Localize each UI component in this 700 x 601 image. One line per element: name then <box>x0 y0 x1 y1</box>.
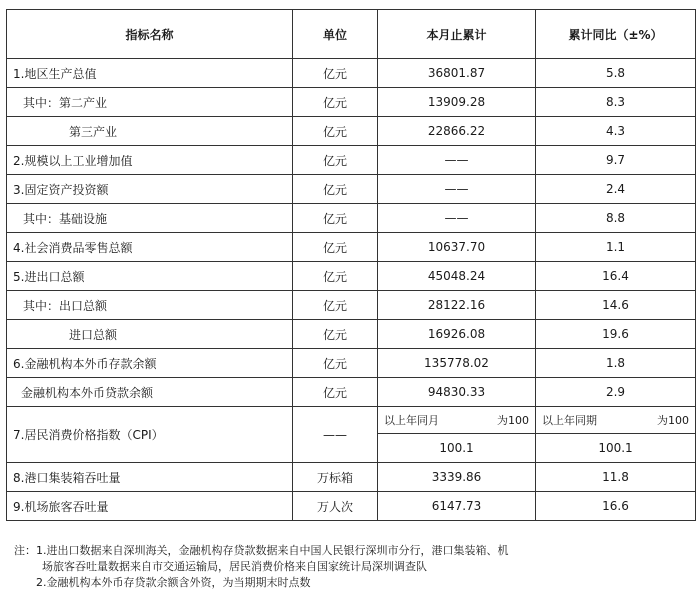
header-cumulative: 本月止累计 <box>378 10 536 59</box>
row-yoy: 2.9 <box>536 378 696 407</box>
row-unit: —— <box>293 407 378 463</box>
row-value: 94830.33 <box>378 378 536 407</box>
row-value: 16926.08 <box>378 320 536 349</box>
table-row <box>7 146 696 175</box>
row-unit: 亿元 <box>293 349 378 378</box>
row-yoy: 16.4 <box>536 262 696 291</box>
row-value: 28122.16 <box>378 291 536 320</box>
row-value: 6147.73 <box>378 492 536 521</box>
row-unit: 亿元 <box>293 262 378 291</box>
row-yoy: 14.6 <box>536 291 696 320</box>
row-unit: 亿元 <box>293 233 378 262</box>
table-row <box>7 59 696 88</box>
row-yoy: 100.1 <box>536 434 696 463</box>
row-value: 45048.24 <box>378 262 536 291</box>
row-yoy: 5.8 <box>536 59 696 88</box>
table-row <box>7 320 696 349</box>
header-yoy: 累计同比（±%） <box>536 10 696 59</box>
row-name: 其中：基础设施 <box>7 204 293 233</box>
row-unit: 亿元 <box>293 117 378 146</box>
row-yoy: 16.6 <box>536 492 696 521</box>
table-row <box>7 463 696 492</box>
row-yoy: 19.6 <box>536 320 696 349</box>
footnote-line-2: 场旅客吞吐量数据来自市交通运输局，居民消费价格来自国家统计局深圳调查队 <box>42 560 427 573</box>
table-row <box>7 492 696 521</box>
cpi-basis-month-text: 以上年同月 <box>384 414 439 427</box>
footnotes <box>14 543 694 591</box>
row-value: 22866.22 <box>378 117 536 146</box>
row-unit: 亿元 <box>293 291 378 320</box>
row-unit: 万人次 <box>293 492 378 521</box>
row-name: 9.机场旅客吞吐量 <box>7 492 293 521</box>
row-value: 3339.86 <box>378 463 536 492</box>
row-value: 36801.87 <box>378 59 536 88</box>
footnote-line-3: 2.金融机构本外币存贷款余额含外资，为当期期末时点数 <box>36 576 311 589</box>
table-row <box>7 117 696 146</box>
row-name: 金融机构本外币贷款余额 <box>7 378 293 407</box>
row-name: 其中：第二产业 <box>7 88 293 117</box>
cpi-basis-period-base: 为100 <box>657 414 689 427</box>
row-name: 4.社会消费品零售总额 <box>7 233 293 262</box>
row-yoy: 8.8 <box>536 204 696 233</box>
cpi-basis-month <box>378 407 536 434</box>
table-row <box>7 88 696 117</box>
row-yoy: 8.3 <box>536 88 696 117</box>
row-name: 第三产业 <box>7 117 293 146</box>
statistics-table <box>6 9 696 521</box>
row-name: 7.居民消费价格指数（CPI） <box>7 407 293 463</box>
row-value: 135778.02 <box>378 349 536 378</box>
row-value: —— <box>378 146 536 175</box>
row-name: 8.港口集装箱吞吐量 <box>7 463 293 492</box>
row-yoy: 1.1 <box>536 233 696 262</box>
row-value: 13909.28 <box>378 88 536 117</box>
row-name: 其中：出口总额 <box>7 291 293 320</box>
row-name: 6.金融机构本外币存款余额 <box>7 349 293 378</box>
header-indicator: 指标名称 <box>7 10 293 59</box>
row-yoy: 1.8 <box>536 349 696 378</box>
row-unit: 万标箱 <box>293 463 378 492</box>
cpi-basis-period <box>536 407 696 434</box>
row-yoy: 9.7 <box>536 146 696 175</box>
table-row <box>7 204 696 233</box>
row-yoy: 2.4 <box>536 175 696 204</box>
table-row <box>7 349 696 378</box>
row-unit: 亿元 <box>293 88 378 117</box>
row-unit: 亿元 <box>293 204 378 233</box>
table-row <box>7 262 696 291</box>
row-name: 2.规模以上工业增加值 <box>7 146 293 175</box>
row-value: —— <box>378 175 536 204</box>
row-yoy: 4.3 <box>536 117 696 146</box>
table-row-cpi <box>7 407 696 434</box>
row-name: 3.固定资产投资额 <box>7 175 293 204</box>
row-value: 100.1 <box>378 434 536 463</box>
row-unit: 亿元 <box>293 320 378 349</box>
table-header-row <box>7 10 696 59</box>
footnote-line-1: 注：1.进出口数据来自深圳海关，金融机构存贷款数据来自中国人民银行深圳市分行，港口集装箱、机 <box>14 544 509 557</box>
row-value: 10637.70 <box>378 233 536 262</box>
row-name: 1.地区生产总值 <box>7 59 293 88</box>
cpi-basis-month-base: 为100 <box>497 414 529 427</box>
table-row <box>7 175 696 204</box>
table-row <box>7 233 696 262</box>
header-unit: 单位 <box>293 10 378 59</box>
row-name: 5.进出口总额 <box>7 262 293 291</box>
row-unit: 亿元 <box>293 59 378 88</box>
row-name: 进口总额 <box>7 320 293 349</box>
row-unit: 亿元 <box>293 175 378 204</box>
row-unit: 亿元 <box>293 378 378 407</box>
row-value: —— <box>378 204 536 233</box>
table-row <box>7 378 696 407</box>
cpi-basis-period-text: 以上年同期 <box>542 414 597 427</box>
table-row <box>7 291 696 320</box>
row-unit: 亿元 <box>293 146 378 175</box>
row-yoy: 11.8 <box>536 463 696 492</box>
